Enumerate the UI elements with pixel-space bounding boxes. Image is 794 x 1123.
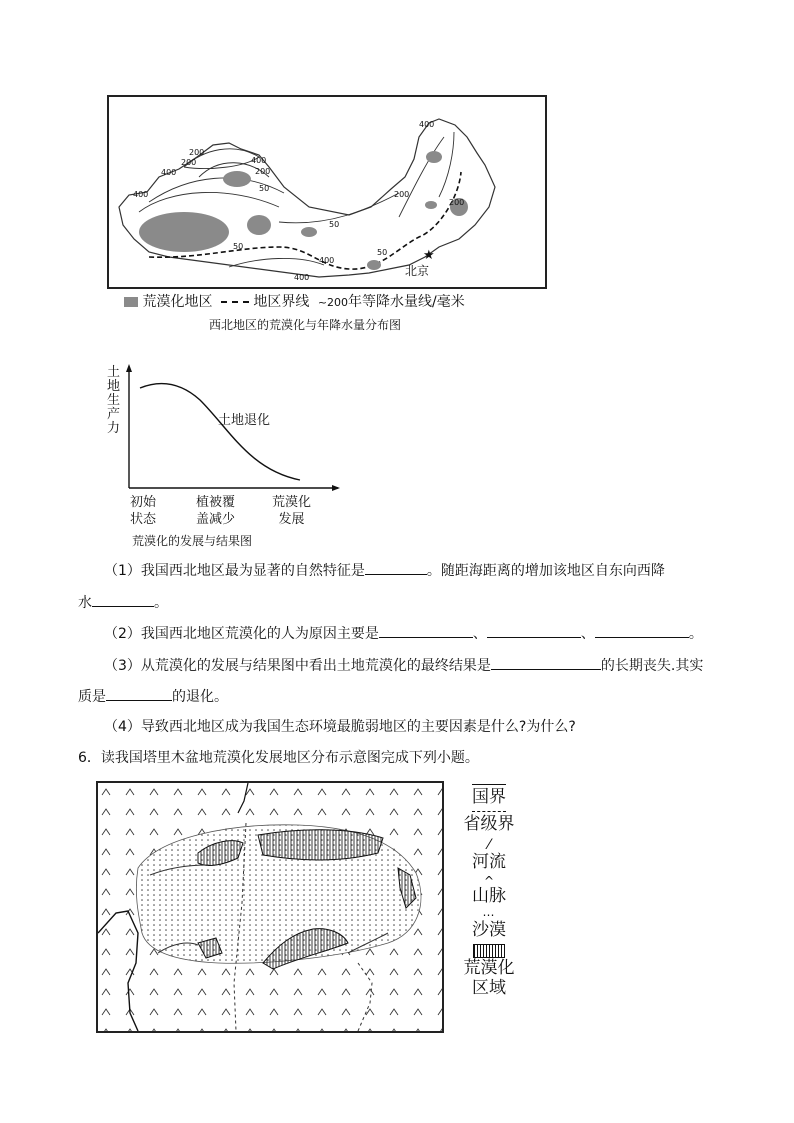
isoline-label: 400	[294, 273, 310, 282]
q1-text-d: 。	[154, 595, 168, 611]
mountain-legend-icon: ^	[483, 874, 495, 888]
isoline-legend-value: 200	[327, 296, 349, 309]
isoline-label: 50	[377, 248, 388, 257]
legend-national-border: 国界	[472, 787, 506, 807]
q1-text-c: 水	[78, 595, 92, 611]
tarim-basin-map	[96, 781, 444, 1033]
answer-blank[interactable]	[92, 592, 154, 607]
chart-xlabel-1	[130, 494, 156, 528]
desertification-zone	[258, 830, 383, 860]
curve-label: 土地退化	[218, 413, 271, 428]
question-6: 6．读我国塔里木盆地荒漠化发展地区分布示意图完成下列小题。	[78, 750, 479, 766]
isoline-label: 400	[319, 256, 335, 265]
q3-text-b: 的长期丧失.其实	[600, 658, 704, 674]
answer-blank[interactable]	[379, 623, 473, 638]
chart-caption: 荒漠化的发展与结果图	[132, 534, 253, 548]
isoline-label: 400	[133, 190, 149, 199]
separator: 、	[580, 626, 595, 642]
chart-xlabel-3	[272, 494, 311, 528]
isoline-label: 50	[329, 220, 340, 229]
tarim-map-drawing	[98, 783, 442, 1031]
answer-blank[interactable]	[365, 560, 427, 575]
chart-drawing	[100, 360, 340, 500]
map1-legend	[124, 291, 544, 311]
xlabel-line: 状态	[130, 512, 157, 527]
legend-desertification-1: 荒漠化	[463, 958, 515, 978]
answer-blank[interactable]	[487, 623, 581, 638]
answer-blank[interactable]	[491, 655, 601, 670]
tarim-legend	[454, 784, 524, 1034]
xlabel-line: 初始	[130, 495, 157, 510]
legend-desertification-2: 区域	[472, 978, 506, 998]
xlabel-line: 发展	[278, 512, 305, 527]
isoline-icon: ~200	[317, 296, 349, 309]
q3-text-a: （3）从荒漠化的发展与结果图中看出土地荒漠化的最终结果是	[104, 658, 491, 674]
northwest-map	[107, 95, 547, 289]
legend-desert-label: 荒漠化地区	[142, 294, 213, 310]
separator: 、	[472, 626, 487, 642]
isoline-label: 200	[189, 148, 205, 157]
legend-provincial-border: 省级界	[463, 814, 515, 834]
question-4: （4）导致西北地区成为我国生态环境最脆弱地区的主要因素是什么?为什么?	[104, 719, 576, 735]
answer-blank[interactable]	[106, 686, 172, 701]
chart-xlabel-2	[196, 494, 235, 528]
legend-mountain: 山脉	[472, 886, 506, 906]
legend-sand: 沙漠	[472, 920, 506, 940]
question-3-line-1	[104, 655, 703, 676]
desertification-chart	[100, 360, 340, 500]
q3-text-c: 质是	[78, 689, 106, 705]
question-1-line-2	[78, 592, 168, 613]
question-2	[104, 623, 703, 644]
desertification-legend-icon	[473, 944, 505, 958]
isoline-label: 400	[251, 156, 267, 165]
boundary-line-icon	[221, 301, 249, 303]
q2-text: （2）我国西北地区荒漠化的人为原因主要是	[104, 626, 379, 642]
beijing-label: 北京	[405, 264, 430, 278]
q1-text-a: （1）我国西北地区最为显著的自然特征是	[104, 563, 365, 579]
desert-swatch	[124, 297, 138, 307]
river-legend-icon: ⁄	[487, 837, 491, 853]
legend-boundary-label: 地区界线	[253, 294, 310, 310]
xlabel-line: 盖减少	[196, 512, 236, 527]
y-axis-arrow-icon	[126, 364, 132, 372]
chart-ylabel: 土地生产力	[107, 365, 121, 436]
isoline-label: 50	[233, 242, 244, 251]
isoline-label: 200	[394, 190, 410, 199]
isoline-label: 400	[161, 168, 177, 177]
question-1-line-1	[104, 560, 665, 581]
legend-isoline-label: 年等降水量线/毫米	[348, 294, 465, 310]
map1-caption: 西北地区的荒漠化与年降水量分布图	[209, 318, 402, 332]
xlabel-line: 植被覆	[196, 495, 236, 510]
answer-blank[interactable]	[595, 623, 689, 638]
question-3-line-2	[78, 686, 228, 707]
land-degradation-curve	[140, 384, 300, 480]
q1-text-b: 。随距海距离的增加该地区自东向西降	[426, 563, 665, 579]
isoline-label: 200	[181, 158, 197, 167]
isoline-label: 400	[419, 120, 435, 129]
xlabel-line: 荒漠化	[272, 495, 312, 510]
x-axis-arrow-icon	[332, 485, 340, 491]
beijing-star-icon: ★	[423, 248, 435, 263]
isoline-label: 200	[449, 198, 465, 207]
isoline-label: 50	[259, 184, 270, 193]
northwest-map-drawing	[109, 97, 545, 287]
end-mark: 。	[688, 626, 703, 642]
taklimakan-desert-area	[139, 212, 229, 252]
sand-legend-icon: ⋯	[482, 908, 496, 922]
q3-text-d: 的退化。	[172, 689, 228, 705]
isoline-label: 200	[255, 167, 271, 176]
legend-river: 河流	[472, 852, 506, 872]
